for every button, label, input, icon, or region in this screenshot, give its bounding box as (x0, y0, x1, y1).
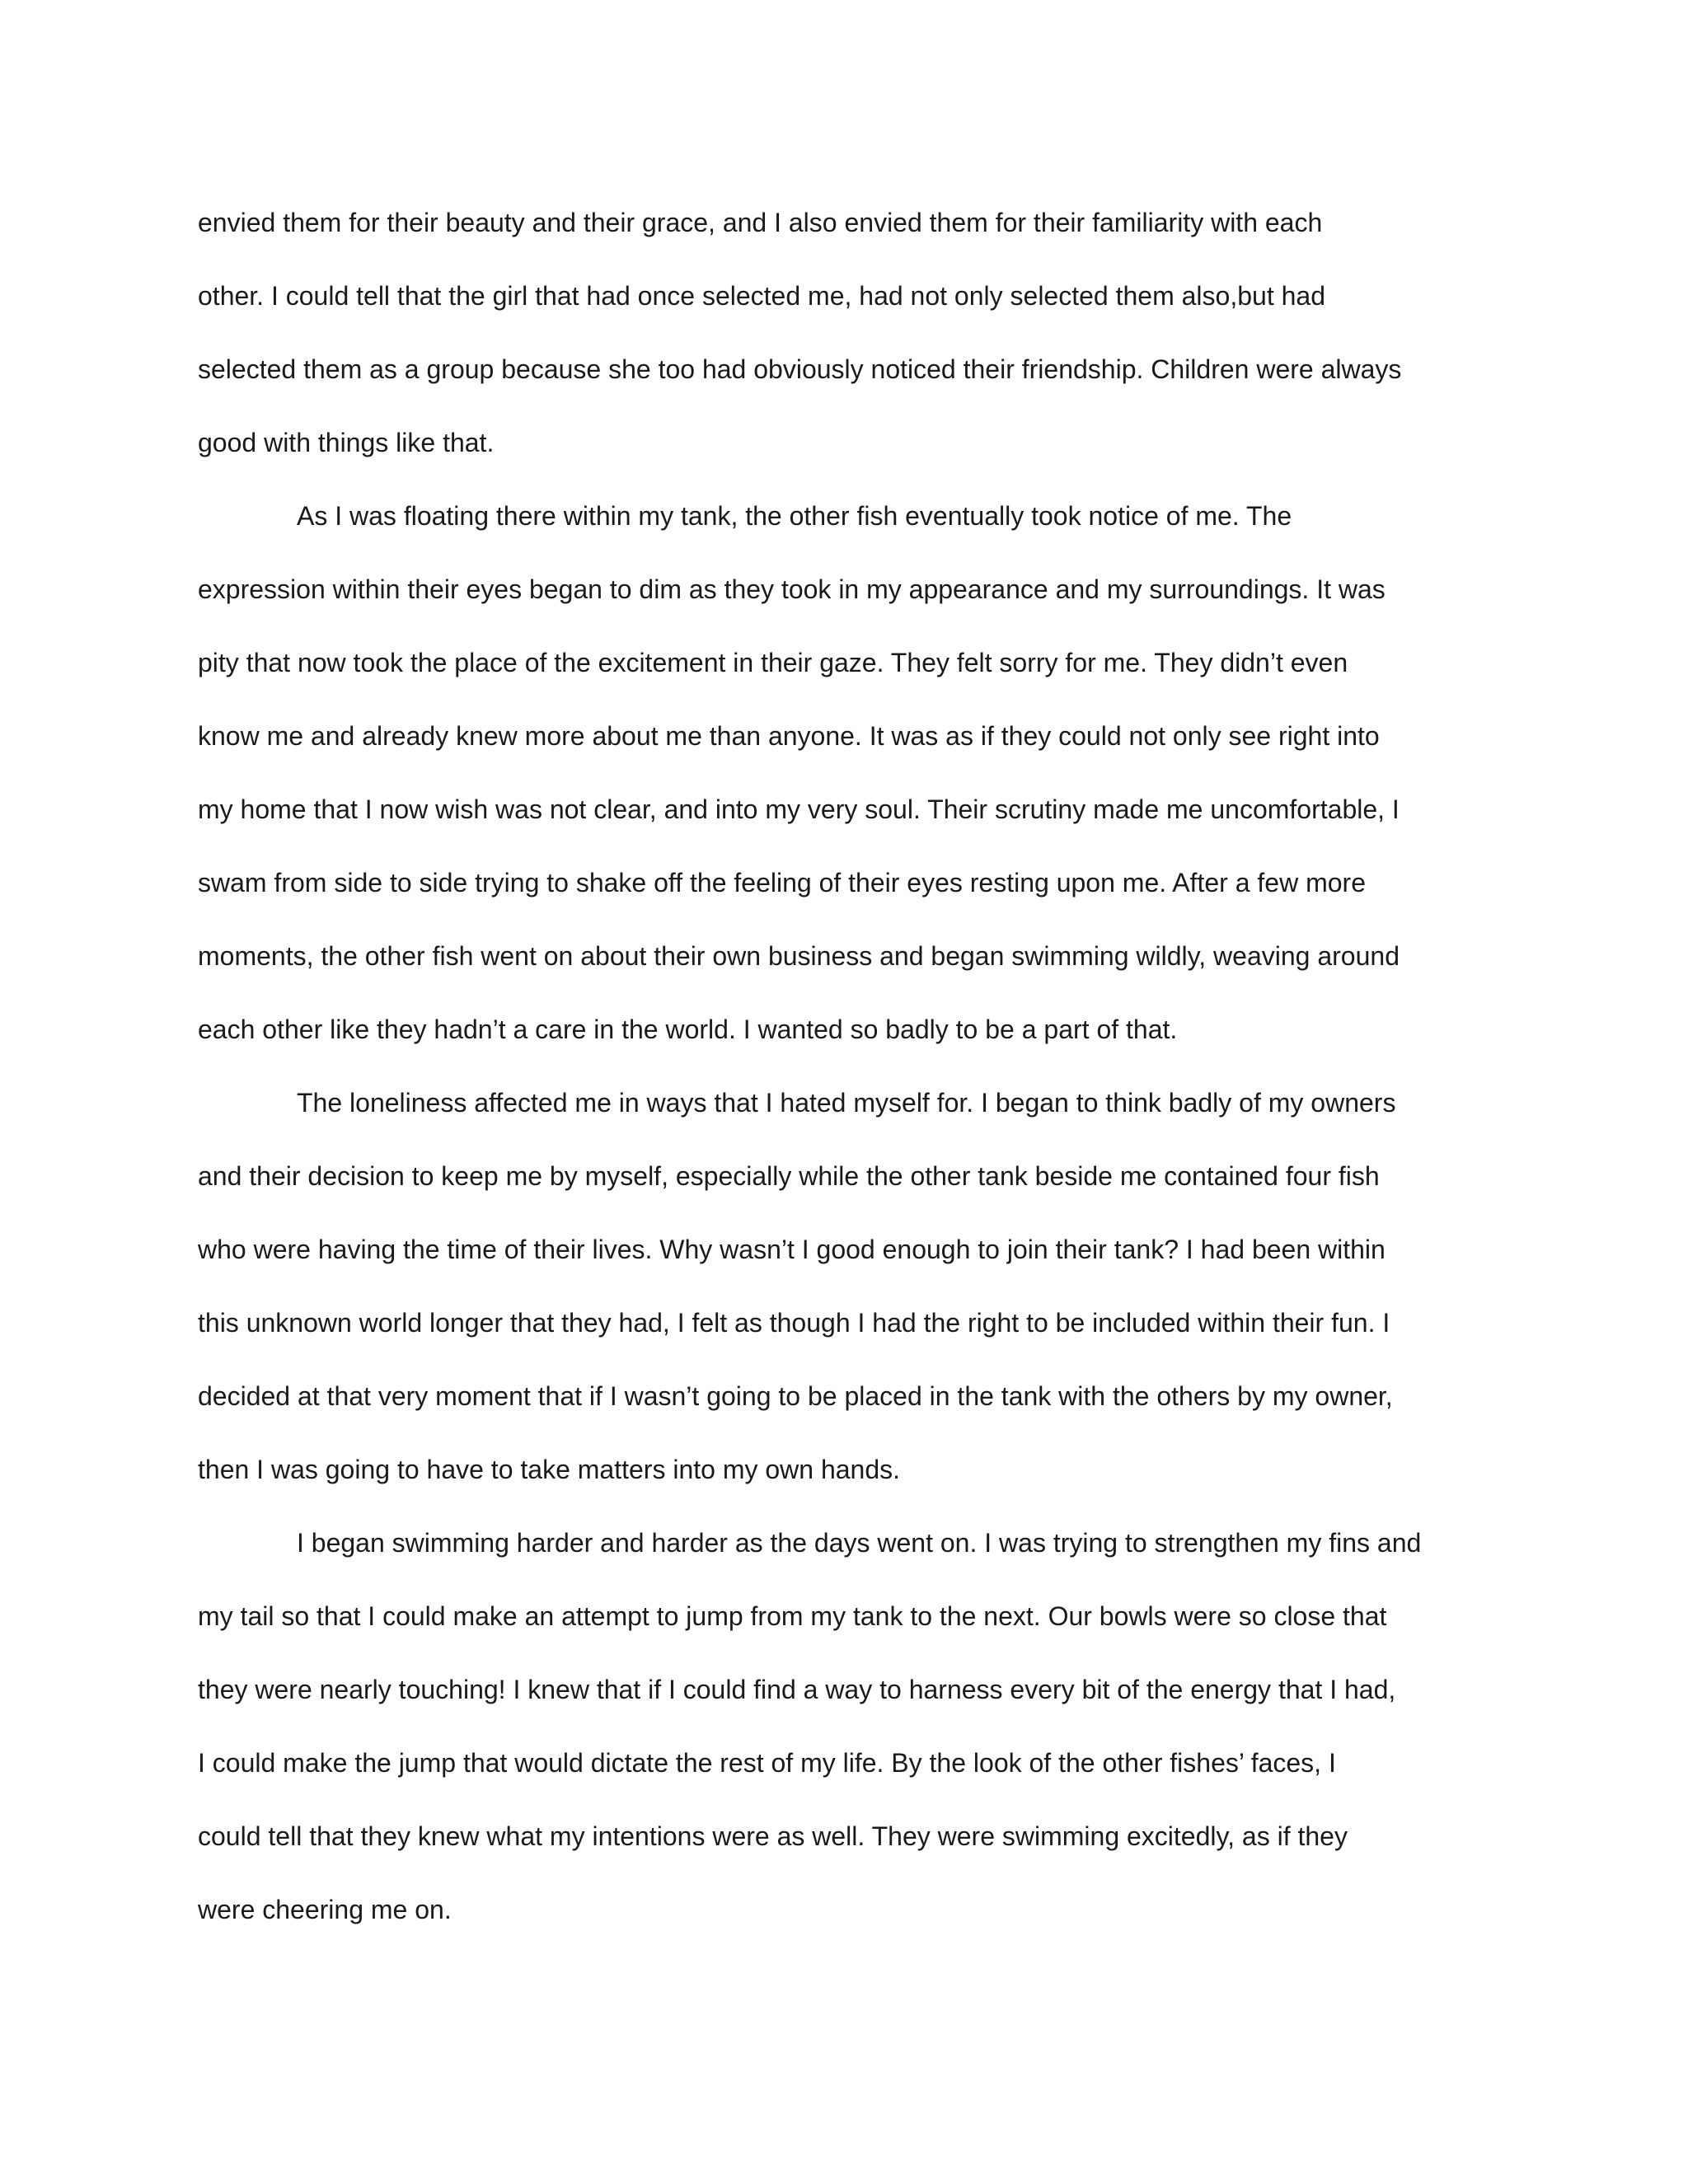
text-line: moments, the other fish went on about their own business and began swimming wildly, weaving around (198, 941, 1400, 971)
paragraph-first-line: As I was floating there within my tank, the other fish eventually took notice of me. The (297, 501, 1292, 531)
text-line: selected them as a group because she too had obviously noticed their friendship. Children were always (198, 354, 1402, 384)
paragraph-first-line: The loneliness affected me in ways that I hated myself for. I began to think badly of my owners (297, 1088, 1396, 1118)
text-line: I could make the jump that would dictate the rest of my life. By the look of the other fishes’ faces, I (198, 1748, 1336, 1778)
text-line: this unknown world longer that they had, I felt as though I had the right to be included within their fun. I (198, 1308, 1390, 1338)
text-line: my home that I now wish was not clear, and into my very soul. Their scrutiny made me uncomfortable, I (198, 794, 1400, 824)
text-line: each other like they hadn’t a care in the world. I wanted so badly to be a part of that. (198, 1015, 1178, 1044)
text-line: other. I could tell that the girl that had once selected me, had not only selected them also,but had (198, 281, 1325, 311)
text-line: they were nearly touching! I knew that if I could find a way to harness every bit of the energy that I had, (198, 1675, 1396, 1704)
body-text (198, 186, 1492, 1947)
text-line: good with things like that. (198, 428, 495, 457)
text-line: my tail so that I could make an attempt to jump from my tank to the next. Our bowls were so close that (198, 1601, 1387, 1631)
text-line: envied them for their beauty and their grace, and I also envied them for their familiarity with each (198, 208, 1323, 237)
text-line: swam from side to side trying to shake off the feeling of their eyes resting upon me. After a few more (198, 868, 1366, 898)
text-line: were cheering me on. (198, 1895, 452, 1924)
text-line: decided at that very moment that if I wasn’t going to be placed in the tank with the others by my owner, (198, 1381, 1393, 1411)
text-line: expression within their eyes began to dim as they took in my appearance and my surroundings. It was (198, 574, 1386, 604)
text-line: could tell that they knew what my intentions were as well. They were swimming excitedly, as if they (198, 1821, 1348, 1851)
text-line: know me and already knew more about me than anyone. It was as if they could not only see right into (198, 721, 1380, 751)
text-line: then I was going to have to take matters into my own hands. (198, 1455, 901, 1484)
text-line: who were having the time of their lives. Why wasn’t I good enough to join their tank? I had been within (198, 1235, 1386, 1264)
paragraph-first-line: I began swimming harder and harder as the days went on. I was trying to strengthen my fins and (297, 1528, 1422, 1558)
text-line: and their decision to keep me by myself, especially while the other tank beside me contained four fish (198, 1161, 1380, 1191)
text-line: pity that now took the place of the excitement in their gaze. They felt sorry for me. They didn’t even (198, 648, 1348, 677)
